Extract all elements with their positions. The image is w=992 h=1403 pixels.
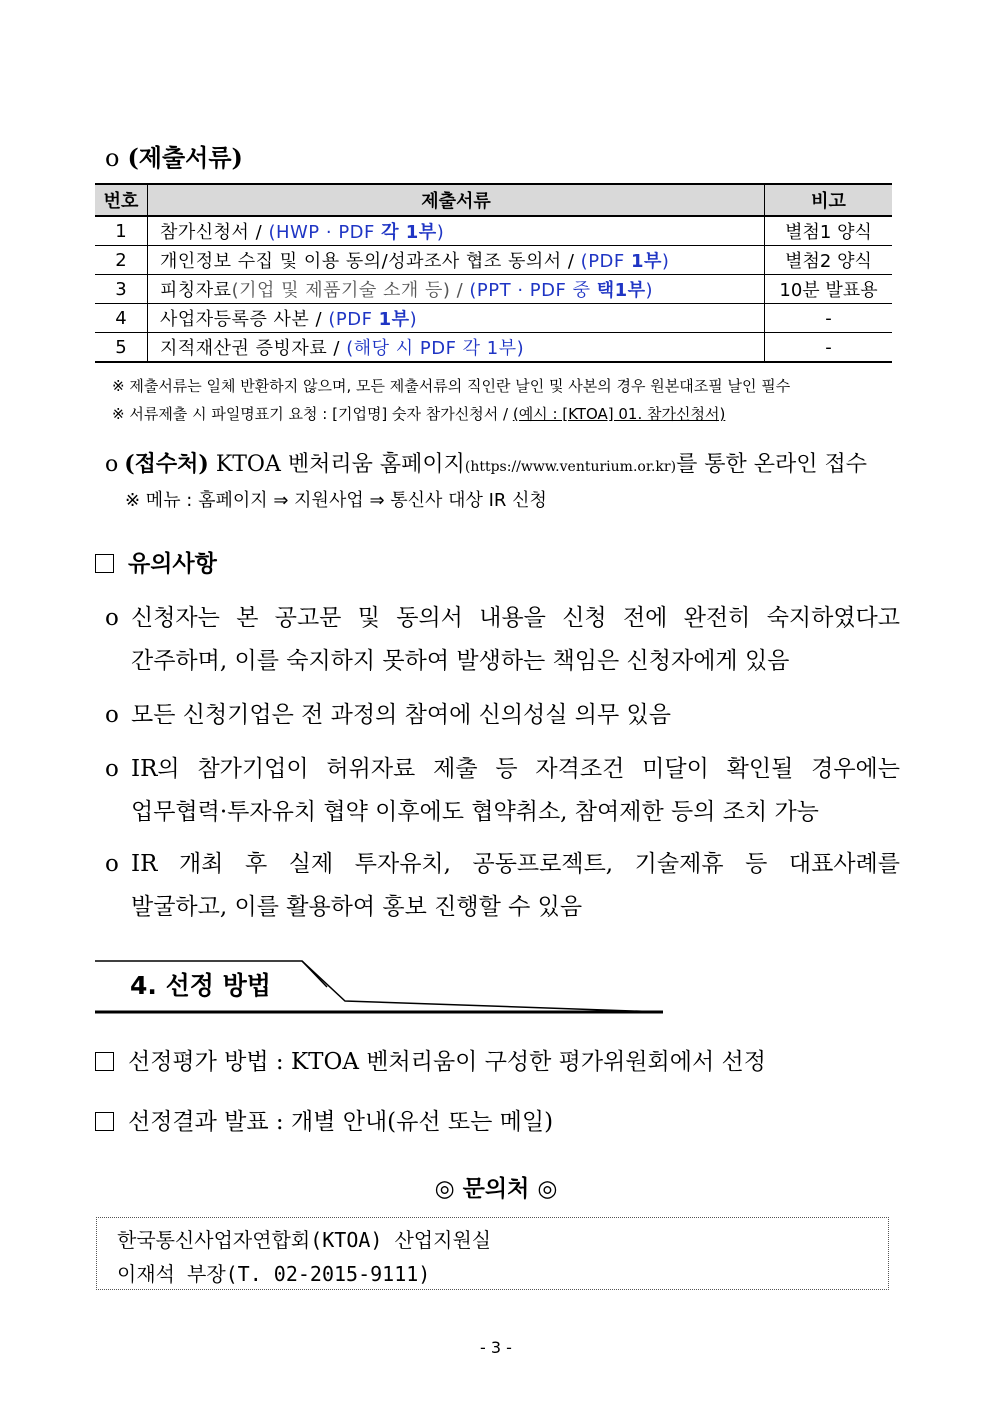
square-bullet-icon [95, 1112, 114, 1131]
caution-item [105, 597, 900, 683]
row-name-end: ) [661, 251, 670, 272]
table-row [95, 246, 892, 275]
row-name-main: 개인정보 수집 및 이용 동의/성과조사 협조 동의서 / [160, 251, 581, 272]
row-name-detail: (PPT · PDF 중 [469, 280, 597, 301]
docs-table [95, 183, 892, 363]
row-name [148, 333, 765, 363]
row-name-bold: 1부 [378, 309, 410, 330]
contact-title: ◎ 문의처 ◎ [434, 1176, 558, 1202]
reception-text: KTOA 벤처리움 홈페이지 [208, 452, 465, 477]
caution-item-text: 모든 신청기업은 전 과정의 참여에 신의성실 의무 있음 [131, 702, 671, 728]
row-name [148, 246, 765, 275]
row-name-main: 참가신청서 / [160, 222, 269, 243]
caution-item-cont: 발굴하고, 이를 활용하여 홍보 진행할 수 있음 [131, 894, 583, 920]
row-note: - [765, 304, 893, 333]
page-number: - 3 - [480, 1338, 512, 1357]
row-no: 4 [95, 304, 148, 333]
row-note: 별첨2 양식 [765, 246, 893, 275]
selection-method-text: 선정평가 방법 : KTOA 벤처리움이 구성한 평가위원회에서 선정 [128, 1049, 766, 1075]
row-name-detail: (PDF [580, 251, 631, 272]
docs-heading [105, 138, 243, 173]
contact-org: 한국통신사업자연합회(KTOA) 산업지원실 [117, 1228, 492, 1252]
contact-box [96, 1217, 889, 1290]
caution-heading-text: 유의사항 [128, 551, 217, 577]
row-name-detail: (PDF [328, 309, 379, 330]
header-no: 번호 [95, 184, 148, 216]
row-no: 2 [95, 246, 148, 275]
table-row [95, 333, 892, 363]
row-no: 5 [95, 333, 148, 363]
section-title: 4. 선정 방법 [130, 971, 271, 1000]
row-name-end: ) [645, 280, 654, 301]
caution-item-text: IR의 참가기업이 허위자료 제출 등 자격조건 미달이 확인될 경우에는 [131, 756, 900, 782]
header-docs: 제출서류 [148, 184, 765, 216]
reception-url: (https://www.venturium.or.kr) [464, 459, 677, 475]
docs-note-return: ※ 제출서류는 일체 반환하지 않으며, 모든 제출서류의 직인란 날인 및 사본의 경우 원본대조필 날인 필수 [112, 377, 791, 395]
table-row [95, 304, 892, 333]
row-name [148, 275, 765, 304]
row-name-main: 피칭자료 [160, 280, 232, 301]
docs-heading-text: (제출서류) [127, 143, 243, 172]
row-name-end: ) [409, 309, 418, 330]
reception-line [105, 447, 867, 478]
row-name-bold: 1부 [630, 251, 662, 272]
caution-bullet: o [105, 851, 119, 877]
selection-result [95, 1103, 553, 1136]
row-name [148, 304, 765, 333]
row-name-bold: 각 1부 [381, 222, 437, 243]
caution-item [105, 843, 900, 929]
menu-note: ※ 메뉴 : 홈페이지 ⇒ 지원사업 ⇒ 통신사 대상 IR 신청 [125, 490, 547, 511]
table-row [95, 275, 892, 304]
table-row [95, 216, 892, 246]
row-name [148, 216, 765, 246]
caution-heading [95, 545, 217, 578]
row-name-main: 사업자등록증 사본 / [160, 309, 329, 330]
row-note: 10분 발표용 [765, 275, 893, 304]
row-name-gray: (기업 및 제품기술 소개 등) / [231, 280, 470, 301]
selection-result-text: 선정결과 발표 : 개별 안내(유선 또는 메일) [128, 1109, 554, 1135]
square-bullet-icon [95, 554, 114, 573]
filename-example: (예시 : [KTOA] 01. 참가신청서) [512, 405, 726, 423]
caution-bullet: o [105, 702, 119, 728]
caution-item-text: 신청자는 본 공고문 및 동의서 내용을 신청 전에 완전히 숙지하였다고 [131, 605, 900, 631]
caution-item-text: IR 개최 후 실제 투자유치, 공동프로젝트, 기술제휴 등 대표사례를 [131, 851, 900, 877]
row-note: 별첨1 양식 [765, 216, 893, 246]
filename-note-text: ※ 서류제출 시 파일명표기 요청 : [기업명] 숫자 참가신청서 / [112, 405, 513, 423]
caution-item-cont: 간주하며, 이를 숙지하지 못하여 발생하는 책임은 신청자에게 있음 [131, 648, 790, 674]
docs-bullet: o [105, 144, 120, 172]
row-name-detail: (해당 시 PDF 각 1부) [346, 338, 525, 359]
docs-note-filename [112, 403, 725, 424]
reception-text-after: 를 통한 온라인 접수 [676, 452, 868, 477]
caution-bullet: o [105, 605, 119, 631]
docs-table-header [95, 184, 892, 216]
caution-bullet: o [105, 756, 119, 782]
row-name-bold: 택1부 [596, 280, 646, 301]
row-no: 3 [95, 275, 148, 304]
contact-person: 이재석 부장(T. 02-2015-9111) [117, 1262, 431, 1286]
row-no: 1 [95, 216, 148, 246]
row-name-main: 지적재산권 증빙자료 / [160, 338, 347, 359]
row-note: - [765, 333, 893, 363]
reception-bullet: o [105, 452, 119, 477]
row-name-detail: (HWP · PDF [268, 222, 382, 243]
reception-label: (접수처) [124, 451, 209, 477]
row-name-end: ) [436, 222, 445, 243]
caution-item [105, 748, 900, 834]
header-note: 비고 [765, 184, 893, 216]
selection-method [95, 1043, 766, 1076]
square-bullet-icon [95, 1052, 114, 1071]
caution-item-cont: 업무협력·투자유치 협약 이후에도 협약취소, 참여제한 등의 조치 가능 [131, 799, 819, 825]
caution-item [105, 694, 900, 737]
